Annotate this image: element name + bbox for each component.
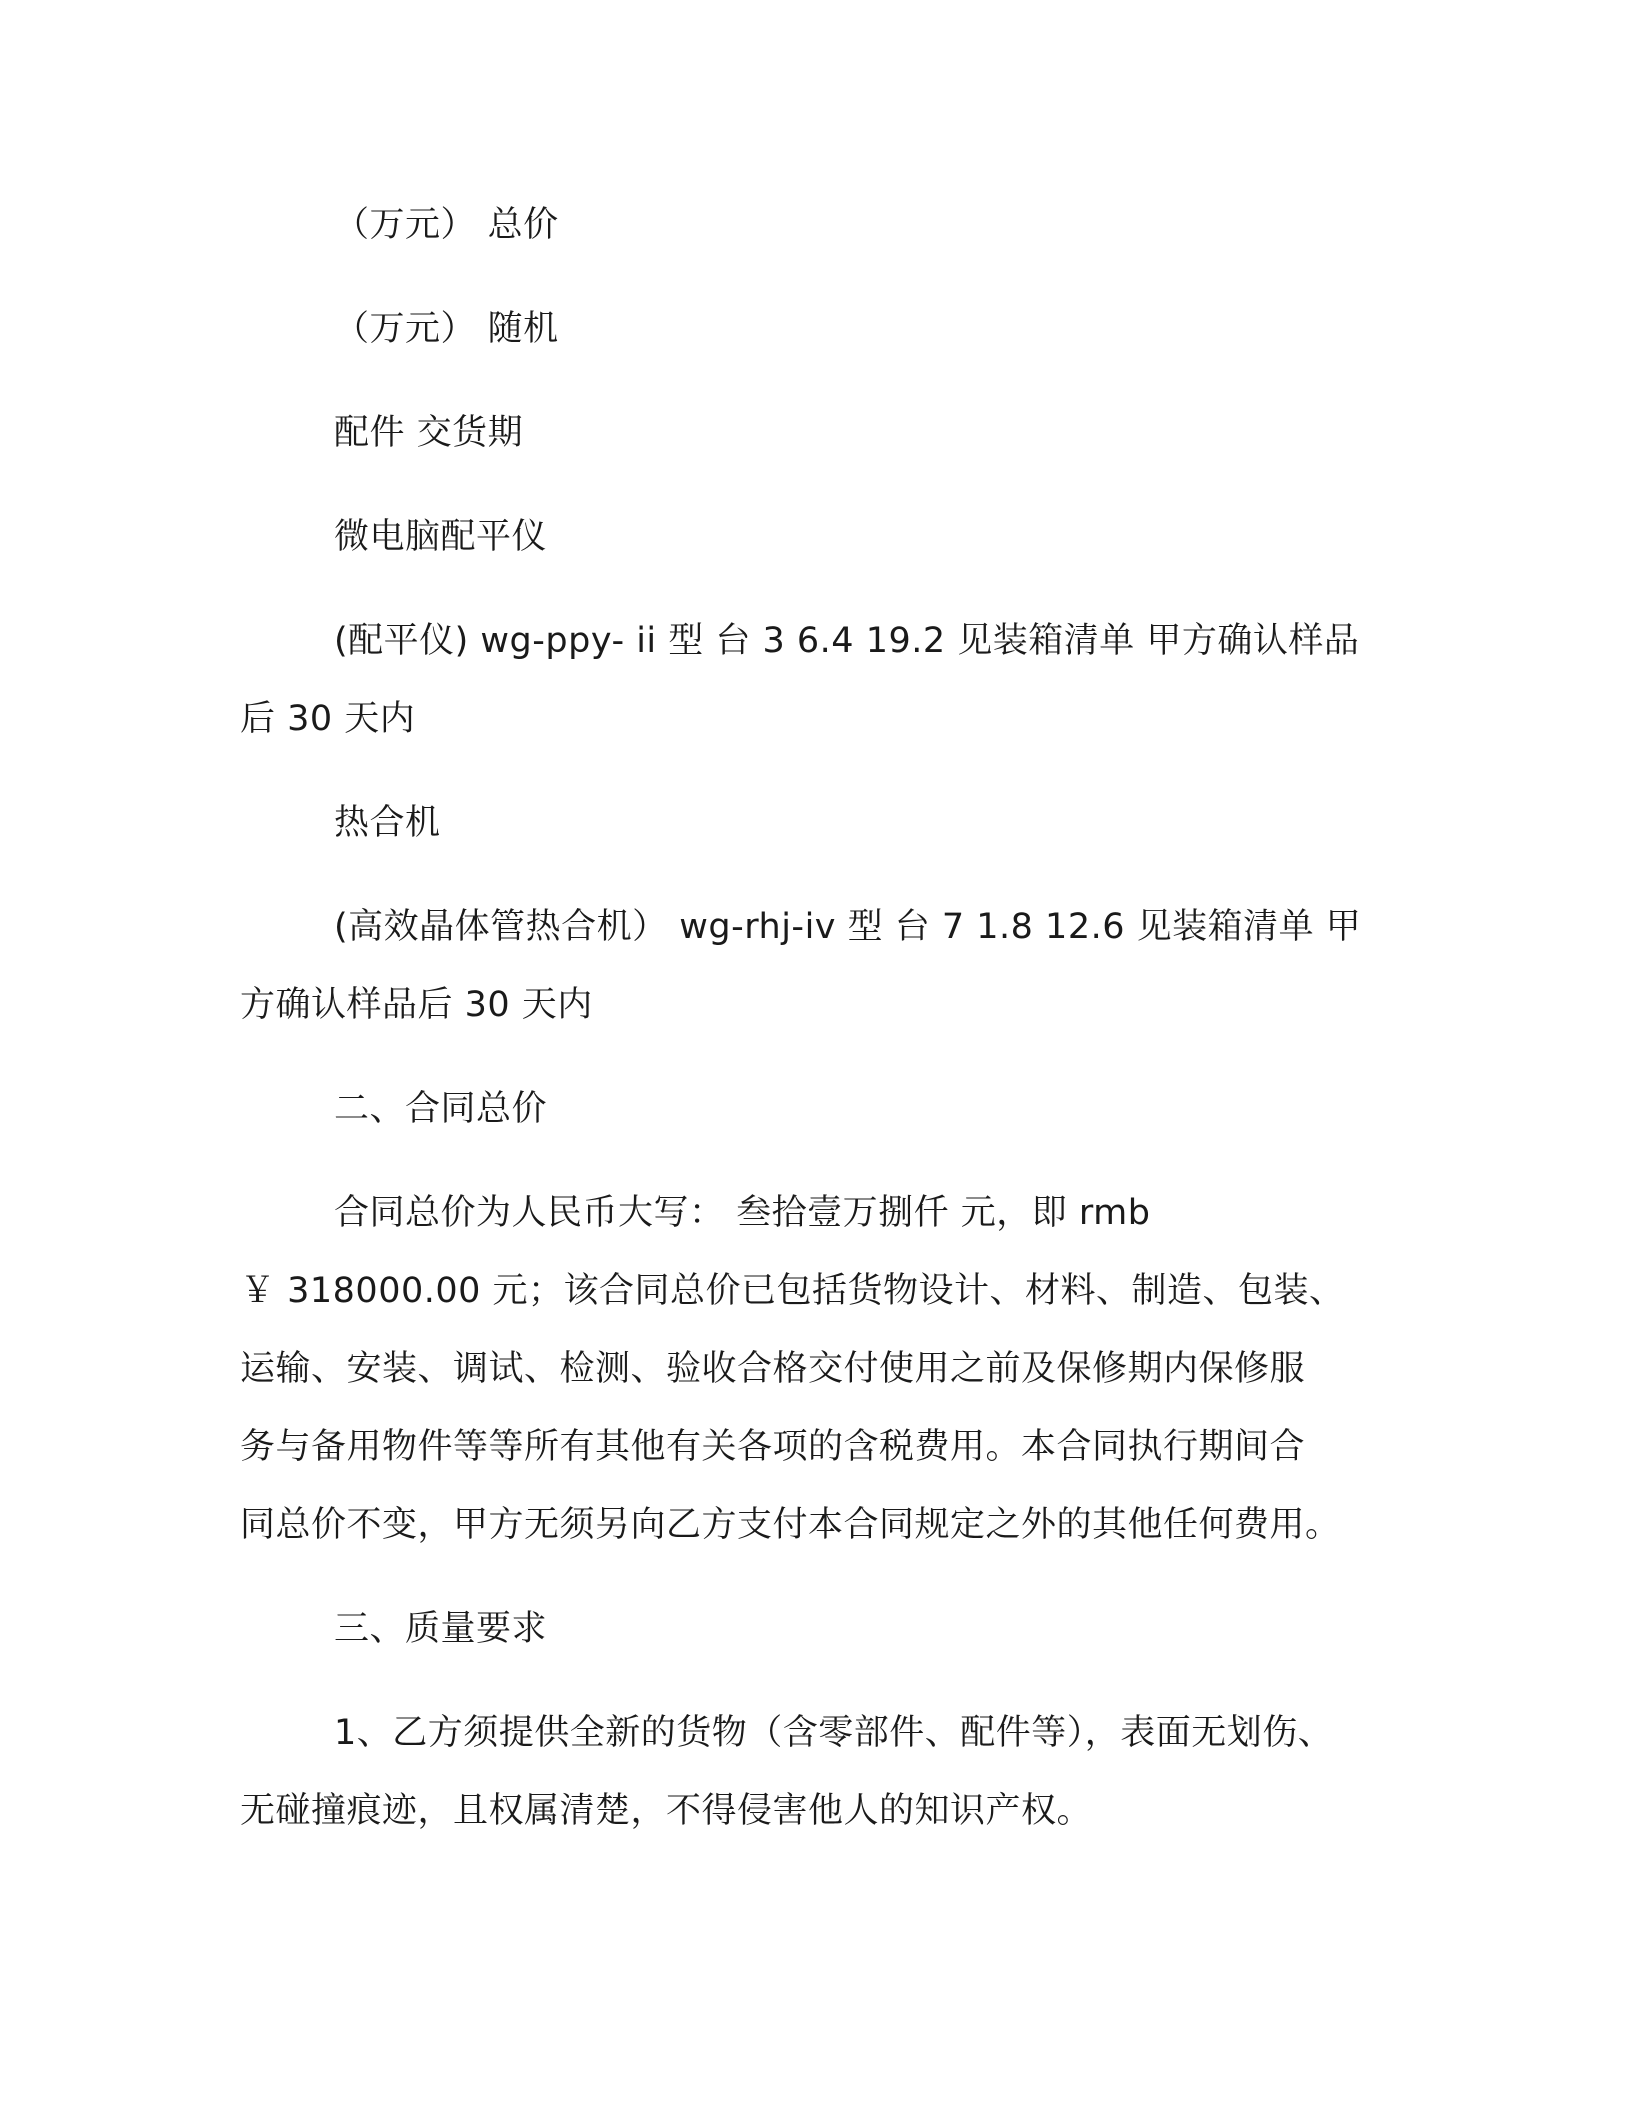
section-heading-contract-price [240, 1070, 1390, 1148]
text-line: 同总价不变，甲方无须另向乙方支付本合同规定之外的其他任何费用。 [240, 1505, 1341, 1545]
section-heading-quality [240, 1590, 1390, 1668]
paragraph-balancer-title [240, 498, 1390, 576]
text-line: 二、合同总价 [334, 1089, 548, 1129]
paragraph-sealer-title [240, 784, 1390, 862]
text-line: 三、质量要求 [334, 1609, 548, 1649]
text-line: 1、乙方须提供全新的货物（含零部件、配件等），表面无划伤、 [334, 1713, 1334, 1753]
text-line: （万元） 总价 [334, 205, 559, 245]
paragraph-parts-delivery [240, 394, 1390, 472]
text-line: （万元） 随机 [334, 309, 559, 349]
text-line: 热合机 [334, 803, 441, 843]
text-line: ￥ 318000.00 元；该合同总价已包括货物设计、材料、制造、包装、 [240, 1271, 1345, 1311]
text-line: (高效晶体管热合机） wg-rhj-iv 型 台 7 1.8 12.6 见装箱清单 甲 [334, 907, 1362, 947]
text-line: 配件 交货期 [334, 413, 524, 453]
text-line: 运输、安装、调试、检测、验收合格交付使用之前及保修期内保修服 [240, 1349, 1306, 1389]
text-line: (配平仪) wg-ppy- ii 型 台 3 6.4 19.2 见装箱清单 甲方确认样品 [334, 621, 1360, 661]
paragraph-contract-price [240, 1174, 1390, 1564]
document-page [240, 186, 1390, 1876]
text-line: 后 30 天内 [240, 699, 416, 739]
paragraph-unit-total [240, 186, 1390, 264]
text-line: 务与备用物件等等所有其他有关各项的含税费用。本合同执行期间合 [240, 1427, 1306, 1467]
text-line: 无碰撞痕迹，且权属清楚，不得侵害他人的知识产权。 [240, 1791, 1093, 1831]
paragraph-sealer-spec [240, 888, 1390, 1044]
paragraph-balancer-spec [240, 602, 1390, 758]
text-line: 方确认样品后 30 天内 [240, 985, 593, 1025]
text-line: 微电脑配平仪 [334, 517, 548, 557]
paragraph-unit-random [240, 290, 1390, 368]
paragraph-quality-item-1 [240, 1694, 1390, 1850]
text-line: 合同总价为人民币大写： 叁拾壹万捌仟 元，即 rmb [334, 1193, 1151, 1233]
